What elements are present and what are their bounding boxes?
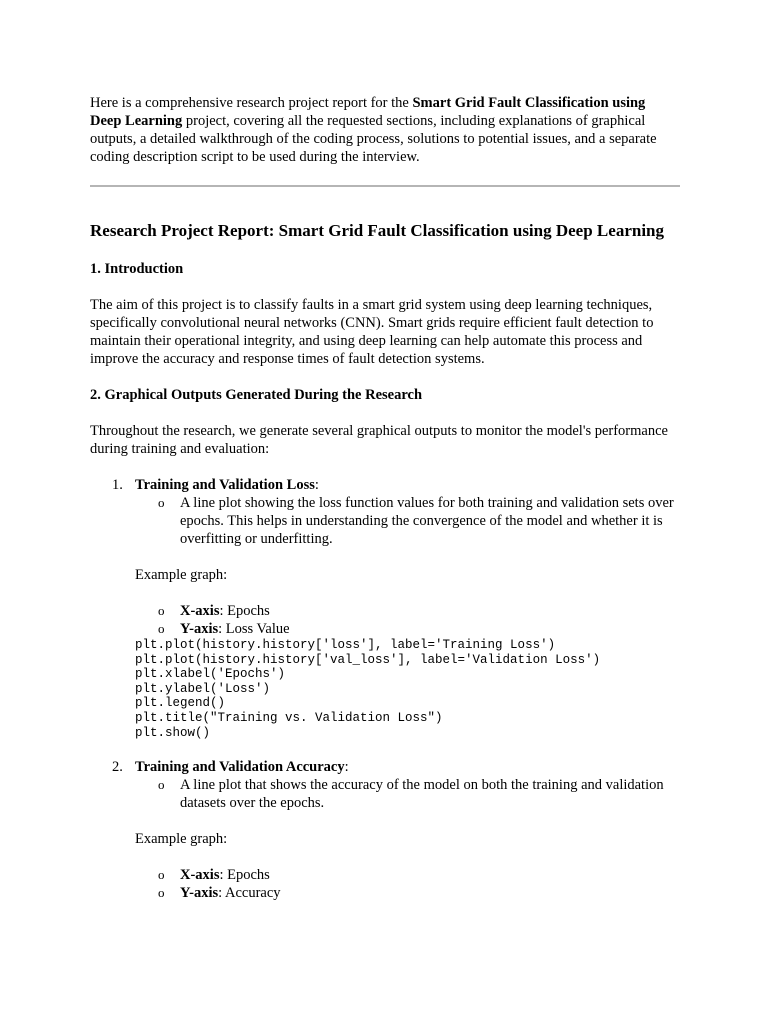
item-title: Training and Validation Accuracy xyxy=(135,759,345,776)
intro-project-name: Smart Grid Fault Classification using Deep Learning xyxy=(90,95,646,129)
section-2-text: Throughout the research, we generate several graphical outputs to monitor the model's performance during training and evaluation: xyxy=(90,423,668,457)
horizontal-rule xyxy=(90,185,680,187)
list-number: 2. xyxy=(112,759,123,776)
example-label: Example graph: xyxy=(135,567,228,583)
axes-list xyxy=(135,866,680,902)
y-axis-label: Y-axis xyxy=(180,885,219,902)
document-page xyxy=(90,94,680,920)
example-label: Example graph: xyxy=(135,831,228,848)
intro-rest: project, covering all the requested sections, including explanations of graphical outputs, a detailed walkthrough of the coding process, solutions to potential issues, and a separate coding description script to be used during the interview. xyxy=(90,113,657,165)
y-axis-label: Y-axis xyxy=(180,621,219,637)
y-axis-item xyxy=(135,884,680,902)
x-axis-label: X-axis xyxy=(180,603,220,619)
list-number: 1. xyxy=(112,477,123,493)
y-axis-value: : Loss Value xyxy=(218,621,290,637)
x-axis-item xyxy=(135,602,680,620)
intro-lead: Here is a comprehensive research project report for the xyxy=(90,95,413,111)
bullet-icon: o xyxy=(158,867,165,883)
report-title: Research Project Report: Smart Grid Fault Classification using Deep Learning xyxy=(90,221,664,240)
y-axis-item xyxy=(135,620,680,638)
code-block: plt.plot(history.history['loss'], label='Training Loss') plt.plot(history.history['val_loss'], label='Validation Loss') plt.xlabel('Epochs') plt.ylabel('Loss') plt.legend() plt.title("Training vs. Validation Loss") plt.show() xyxy=(135,638,601,740)
sub-list-item xyxy=(135,776,680,812)
x-axis-value: : Epochs xyxy=(219,867,270,884)
sub-list-item xyxy=(135,494,680,548)
bullet-icon: o xyxy=(158,885,165,901)
item-description: A line plot that shows the accuracy of the model on both the training and validation datasets over the epochs. xyxy=(180,777,664,812)
bullet-icon: o xyxy=(158,621,165,636)
item-title-colon: : xyxy=(314,477,319,493)
item-description: A line plot showing the loss function values for both training and validation sets over epochs. This helps in understanding the convergence of the model and whether it is overfitting or underfitting. xyxy=(180,495,674,547)
bullet-icon: o xyxy=(158,603,165,618)
graphical-outputs-list xyxy=(90,476,680,902)
list-item-accuracy xyxy=(90,758,680,902)
intro-paragraph xyxy=(90,94,680,166)
x-axis-label: X-axis xyxy=(180,867,220,884)
bullet-icon: o xyxy=(158,777,165,793)
axes-list xyxy=(135,602,680,638)
section-1-text: The aim of this project is to classify faults in a smart grid system using deep learning techniques, specifically convolutional neural networks (CNN). Smart grids require efficient fault detection to maintain their operational integrity, and using deep learning can help automate this process and improve the accuracy and response times of fault detection systems. xyxy=(90,297,654,367)
section-1-heading: 1. Introduction xyxy=(90,261,184,277)
item-title-line xyxy=(135,758,680,776)
sub-list xyxy=(135,776,680,812)
section-2-heading: 2. Graphical Outputs Generated During the Research xyxy=(90,387,423,403)
item-title-line xyxy=(135,476,680,494)
x-axis-item xyxy=(135,866,680,884)
bullet-icon: o xyxy=(158,495,165,510)
y-axis-value: : Accuracy xyxy=(218,885,281,902)
item-title: Training and Validation Loss xyxy=(135,477,315,493)
item-title-colon: : xyxy=(344,759,349,776)
x-axis-value: : Epochs xyxy=(219,603,270,619)
list-item-loss xyxy=(90,476,680,740)
sub-list xyxy=(135,494,680,548)
